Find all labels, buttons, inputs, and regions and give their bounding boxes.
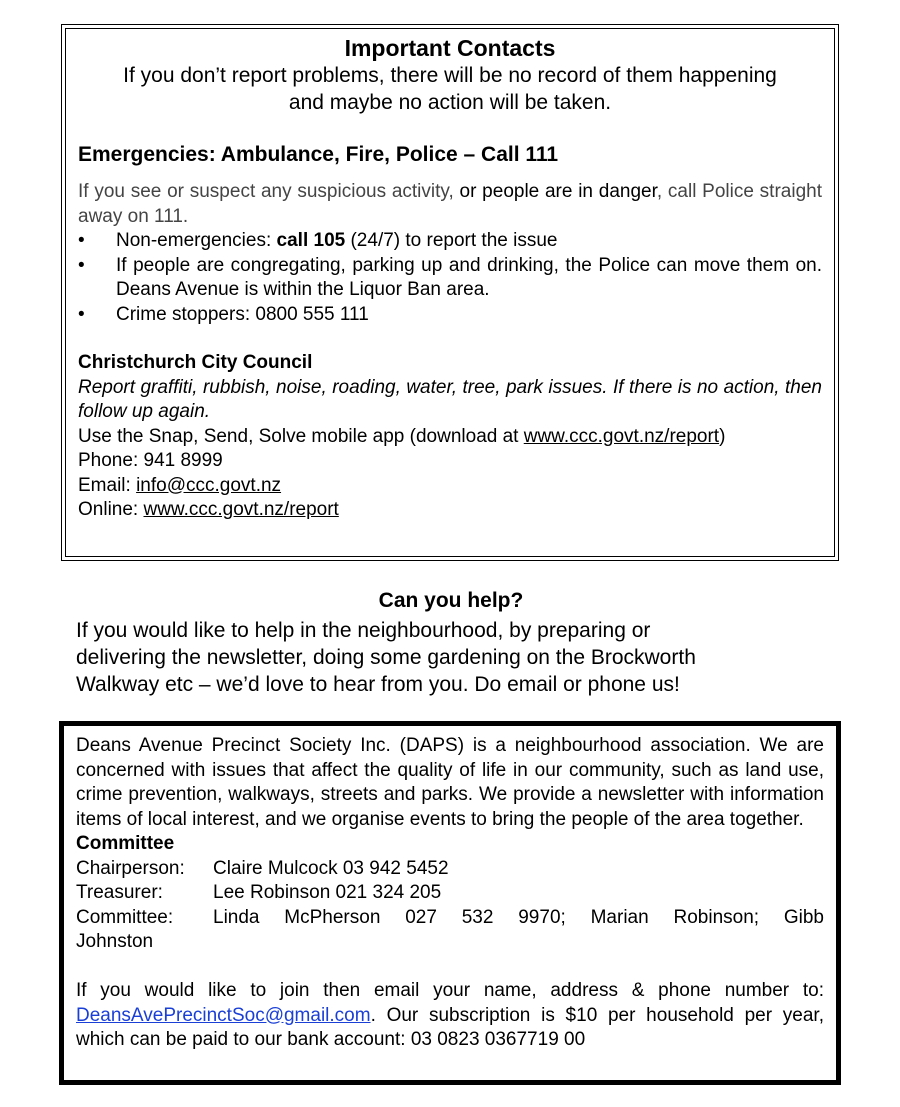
help-line2: delivering the newsletter, doing some gardening on the Brockworth bbox=[76, 646, 696, 669]
committee-details: Lee Robinson 021 324 205 bbox=[213, 882, 442, 903]
spacer bbox=[76, 955, 824, 980]
emergency-intro bbox=[78, 180, 822, 229]
committee-role: Chairperson: bbox=[76, 857, 185, 879]
police-bullet-list bbox=[78, 229, 822, 327]
contacts-subtitle-line1: If you don’t report problems, there will be no record of them happening bbox=[123, 64, 777, 87]
council-online-link[interactable]: www.ccc.govt.nz/report bbox=[143, 499, 339, 520]
council-app-line: Use the Snap, Send, Solve mobile app (download at www.ccc.govt.nz/report) bbox=[78, 425, 726, 447]
help-body bbox=[76, 617, 826, 698]
committee-role: Treasurer: bbox=[76, 882, 163, 903]
bullet-icon: • bbox=[78, 303, 85, 325]
join-paragraph: If you would like to join then email your name, address & phone number to: DeansAvePrecinctSoc@gmail.com. Our subscription is $10 per household per year, which can be paid to our bank account: 03 0823 0367719 00 bbox=[76, 980, 824, 1050]
help-title: Can you help? bbox=[378, 589, 524, 612]
list-item: • Crime stoppers: 0800 555 111 bbox=[78, 303, 822, 328]
council-phone: Phone: 941 8999 bbox=[78, 450, 223, 471]
bullet-icon: • bbox=[78, 230, 85, 251]
committee-row-chair bbox=[76, 857, 824, 882]
committee-details: Linda McPherson 027 532 9970; Marian Robinson; Gibb bbox=[213, 906, 824, 928]
contacts-subtitle-line2: and maybe no action will be taken. bbox=[288, 91, 612, 114]
important-contacts-inner-border bbox=[65, 28, 835, 557]
emergency-heading: Emergencies: Ambulance, Fire, Police – Call 111 bbox=[78, 143, 559, 166]
committee-row-treasurer bbox=[76, 881, 824, 906]
help-line1: If you would like to help in the neighbourhood, by preparing or bbox=[76, 619, 651, 642]
intro-black: or people are in danger bbox=[459, 181, 657, 202]
committee-row-committee bbox=[76, 906, 824, 931]
society-about: Deans Avenue Precinct Society Inc. (DAPS) is a neighbourhood association. We are concerned with issues that affect the quality of life in our community, such as land use, crime prevention, walkways, streets and parks. We provide a newsletter with information items of local interest, and we organise events to bring the people of the area together. bbox=[76, 735, 824, 830]
important-contacts-box bbox=[61, 24, 839, 561]
society-info-box bbox=[59, 721, 841, 1085]
contacts-subtitle bbox=[78, 62, 822, 116]
committee-heading: Committee bbox=[76, 833, 175, 854]
contacts-title: Important Contacts bbox=[344, 35, 556, 61]
committee-details: Claire Mulcock 03 942 5452 bbox=[213, 857, 449, 879]
intro-grey-1: If you see or suspect any suspicious activity, bbox=[78, 181, 460, 202]
council-report-link[interactable]: www.ccc.govt.nz/report bbox=[523, 425, 720, 447]
help-line3: Walkway etc – we’d love to hear from you. Do email or phone us! bbox=[76, 673, 680, 696]
council-email-link[interactable]: info@ccc.govt.nz bbox=[136, 474, 282, 496]
council-online-line: Online: www.ccc.govt.nz/report bbox=[78, 499, 339, 520]
committee-details-continued: Johnston bbox=[76, 931, 154, 952]
society-email-link[interactable]: DeansAvePrecinctSoc@gmail.com bbox=[76, 1004, 371, 1026]
council-email-line: Email: info@ccc.govt.nz bbox=[78, 474, 282, 496]
list-item: • If people are congregating, parking up and drinking, the Police can move them on. Deans Avenue is within the Liquor Ban area. bbox=[78, 254, 822, 300]
bullet-icon: • bbox=[78, 254, 85, 276]
council-italic-note: Report graffiti, rubbish, noise, roading, water, tree, park issues. If there is no action, then follow up again. bbox=[78, 376, 822, 422]
intro-grey-2: , call Police straight away on 111. bbox=[78, 181, 822, 227]
list-item: • Non-emergencies: call 105 (24/7) to report the issue bbox=[78, 229, 822, 254]
council-heading: Christchurch City Council bbox=[78, 352, 313, 373]
can-you-help-section bbox=[76, 588, 826, 698]
committee-role: Committee: bbox=[76, 906, 174, 928]
